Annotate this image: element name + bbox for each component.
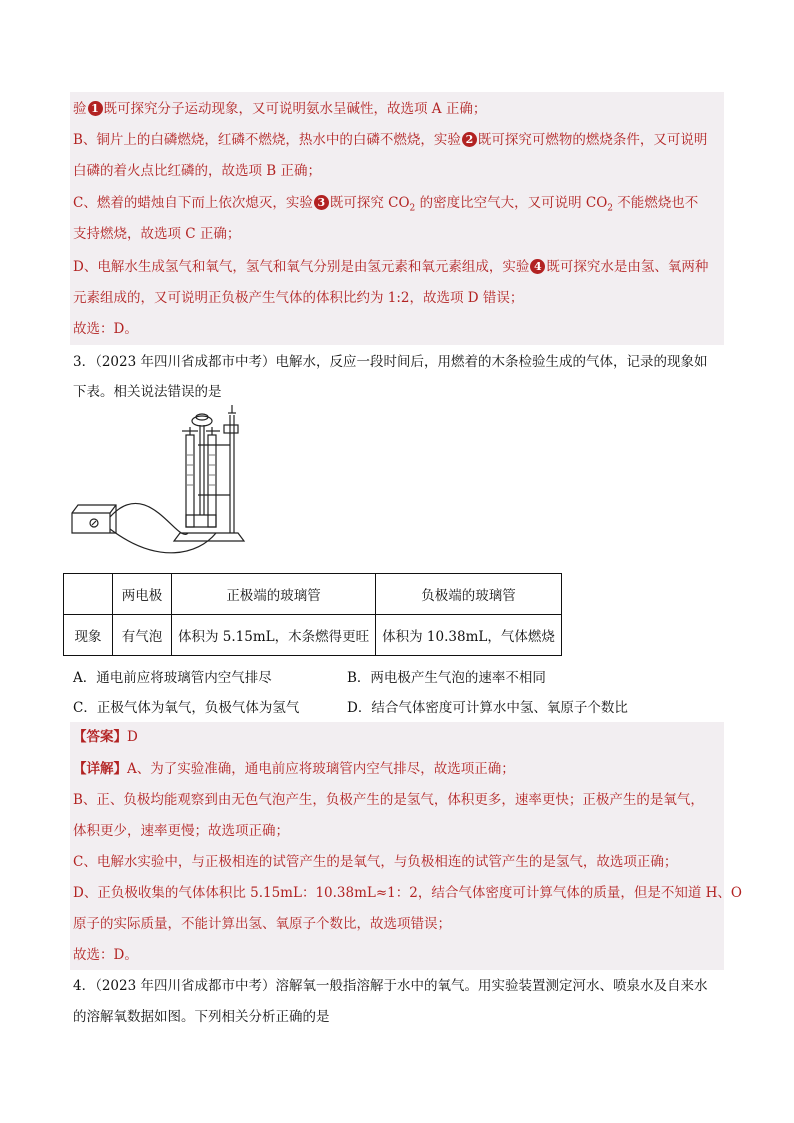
electrolysis-apparatus-figure [68, 405, 268, 565]
option-d: D．结合气体密度可计算水中氢、氧原子个数比 [347, 700, 628, 716]
detail-line-3: 体积更少，速率更慢；故选项正确； [73, 823, 289, 839]
table-cell: 体积为 10.38mL，气体燃烧 [376, 615, 562, 656]
prev-line-3: 白磷的着火点比红磷的，故选项 B 正确； [73, 163, 322, 179]
table-header-cell: 两电极 [113, 574, 172, 615]
detail-line-7: 故选：D。 [73, 947, 138, 963]
q4-stem-line-2: 的溶解氧数据如图。下列相关分析正确的是 [73, 1009, 330, 1025]
detail-line-1: 【详解】A、为了实验准确，通电前应将玻璃管内空气排尽，故选项正确； [73, 761, 515, 777]
table-cell: 有气泡 [113, 615, 172, 656]
circled-number-4: 4 [530, 259, 545, 274]
prev-line-7: 元素组成的，又可说明正负极产生气体的体积比约为 1:2，故选项 D 错误； [73, 290, 524, 306]
option-a: A．通电前应将玻璃管内空气排尽 [73, 670, 272, 686]
observation-table [63, 573, 562, 656]
q4-stem-line-1: 4．（2023 年四川省成都市中考）溶解氧一般指溶解于水中的氧气。用实验装置测定河水、喷泉水及自来水 [73, 978, 708, 994]
detail-line-2: B、正、负极均能观察到由无色气泡产生，负极产生的是氢气，体积更多，速率更快；正极产生的是氧气， [73, 792, 704, 808]
prev-line-1: 验 1 既可探究分子运动现象，又可说明氨水呈碱性，故选项 A 正确； [73, 101, 487, 117]
q3-stem-line-2: 下表。相关说法错误的是 [73, 384, 222, 400]
prev-line-6: D、电解水生成氢气和氧气，氢气和氧气分别是由氢元素和氧元素组成，实验 4 既可探究水是由氢、氧两种 [73, 259, 709, 275]
table-cell: 现象 [64, 615, 113, 656]
q3-stem-line-1: 3．（2023 年四川省成都市中考）电解水，反应一段时间后，用燃着的木条检验生成的气体，记录的现象如 [73, 354, 708, 370]
circled-number-1: 1 [88, 101, 103, 116]
prev-line-4: C、燃着的蜡烛自下而上依次熄灭，实验 3 既可探究 $CO_2$ 的密度比空气大，又可说明 $CO_2$ 不能燃烧也不 [73, 195, 699, 214]
detail-line-6: 原子的实际质量，不能计算出氢、氧原子个数比，故选项错误； [73, 916, 451, 932]
detail-line-4: C、电解水实验中，与正极相连的试管产生的是氧气，与负极相连的试管产生的是氢气，故选项正确； [73, 854, 678, 870]
table-header-cell [64, 574, 113, 615]
table-header-cell: 负极端的玻璃管 [376, 574, 562, 615]
circled-number-2: 2 [462, 132, 477, 147]
table-row [64, 615, 562, 656]
answer-line: 【答案】D [73, 729, 138, 745]
table-cell: 体积为 5.15mL，木条燃得更旺 [172, 615, 376, 656]
prev-line-5: 支持燃烧，故选项 C 正确； [73, 226, 241, 242]
option-c: C．正极气体为氧气，负极气体为氢气 [73, 700, 300, 716]
detail-line-5: D、正负极收集的气体体积比 5.15mL：10.38mL≈1：2，结合气体密度可计算气体的质量，但是不知道 H、O [73, 885, 742, 901]
table-header-row [64, 574, 562, 615]
table-header-cell: 正极端的玻璃管 [172, 574, 376, 615]
prev-line-8: 故选：D。 [73, 321, 138, 337]
prev-line-2: B、铜片上的白磷燃烧，红磷不燃烧，热水中的白磷不燃烧，实验 2 既可探究可燃物的燃烧条件，又可说明 [73, 132, 708, 148]
option-b: B．两电极产生气泡的速率不相同 [347, 670, 546, 686]
circled-number-3: 3 [314, 195, 329, 210]
